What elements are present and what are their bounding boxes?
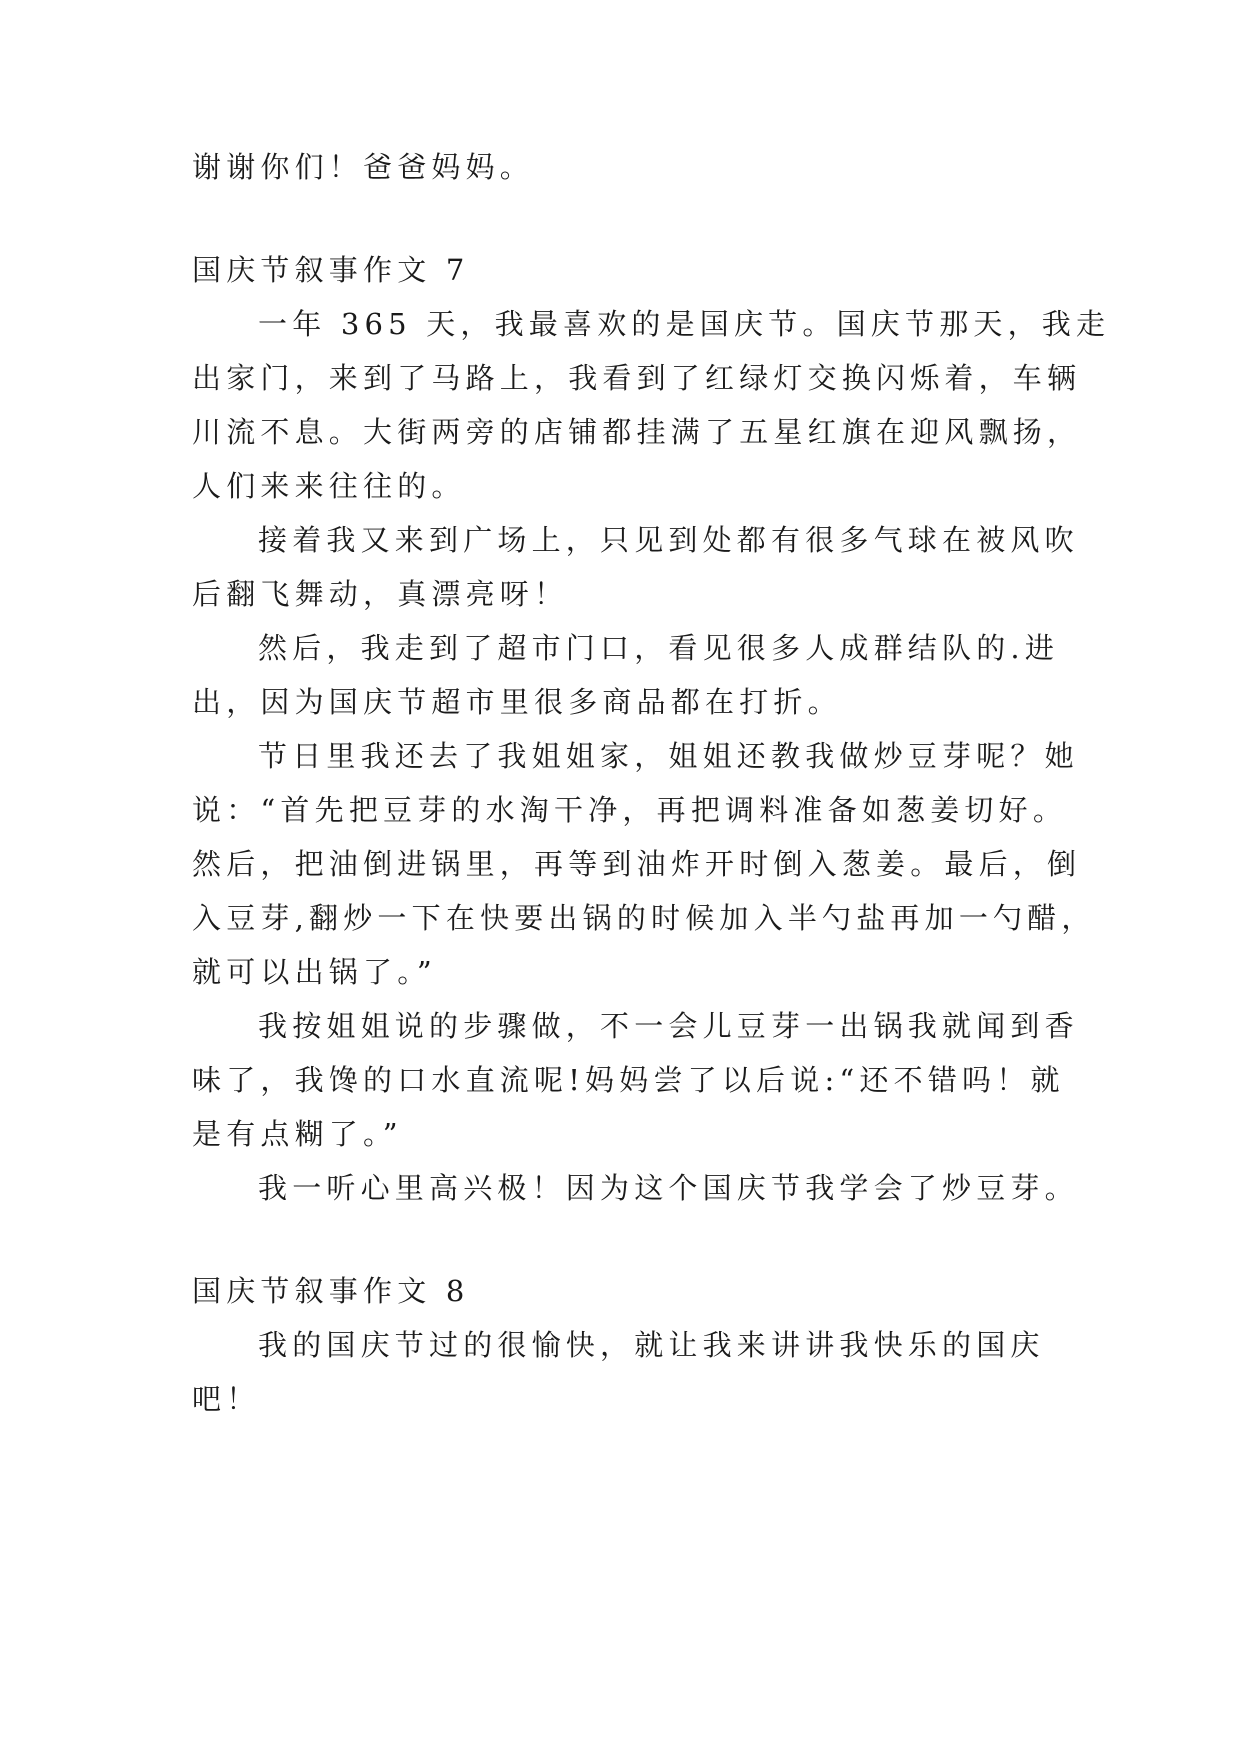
paragraph-line: 就可以出锅了。” bbox=[192, 955, 437, 989]
essay-heading-7: 国庆节叙事作文 7 bbox=[192, 253, 470, 287]
paragraph-line: 一年 365 天，我最喜欢的是国庆节。国庆节那天，我走 bbox=[258, 307, 1111, 341]
paragraph-line: 吧！ bbox=[192, 1382, 261, 1416]
paragraph-line: 我一听心里高兴极！因为这个国庆节我学会了炒豆芽。 bbox=[258, 1171, 1079, 1205]
paragraph-line: 人们来来往往的。 bbox=[192, 469, 466, 503]
paragraph-line: 出家门，来到了马路上，我看到了红绿灯交换闪烁着，车辆 bbox=[192, 361, 1082, 395]
paragraph-line: 我的国庆节过的很愉快，就让我来讲讲我快乐的国庆 bbox=[258, 1328, 1045, 1362]
essay-heading-8: 国庆节叙事作文 8 bbox=[192, 1274, 470, 1308]
paragraph-line: 说：“首先把豆芽的水淘干净，再把调料准备如葱姜切好。 bbox=[192, 793, 1068, 827]
paragraph-line: 我按姐姐说的步骤做，不一会儿豆芽一出锅我就闻到香 bbox=[258, 1009, 1079, 1043]
paragraph-line: 后翻飞舞动，真漂亮呀！ bbox=[192, 577, 569, 611]
paragraph-line: 味了，我馋的口水直流呢!妈妈尝了以后说:“还不错吗！就 bbox=[192, 1063, 1065, 1097]
paragraph-line: 然后，我走到了超市门口，看见很多人成群结队的.进 bbox=[258, 631, 1060, 665]
paragraph-line: 川流不息。大街两旁的店铺都挂满了五星红旗在迎风飘扬， bbox=[192, 415, 1082, 449]
paragraph-line: 接着我又来到广场上，只见到处都有很多气球在被风吹 bbox=[258, 523, 1079, 557]
closing-line: 谢谢你们！爸爸妈妈。 bbox=[192, 150, 535, 184]
paragraph-line: 是有点糊了。” bbox=[192, 1117, 403, 1151]
paragraph-line: 出，因为国庆节超市里很多商品都在打折。 bbox=[192, 685, 842, 719]
paragraph-line: 然后，把油倒进锅里，再等到油炸开时倒入葱姜。最后，倒 bbox=[192, 847, 1082, 881]
paragraph-line: 入豆芽,翻炒一下在快要出锅的时候加入半勺盐再加一勺醋， bbox=[192, 901, 1096, 935]
paragraph-line: 节日里我还去了我姐姐家，姐姐还教我做炒豆芽呢？她 bbox=[258, 739, 1079, 773]
